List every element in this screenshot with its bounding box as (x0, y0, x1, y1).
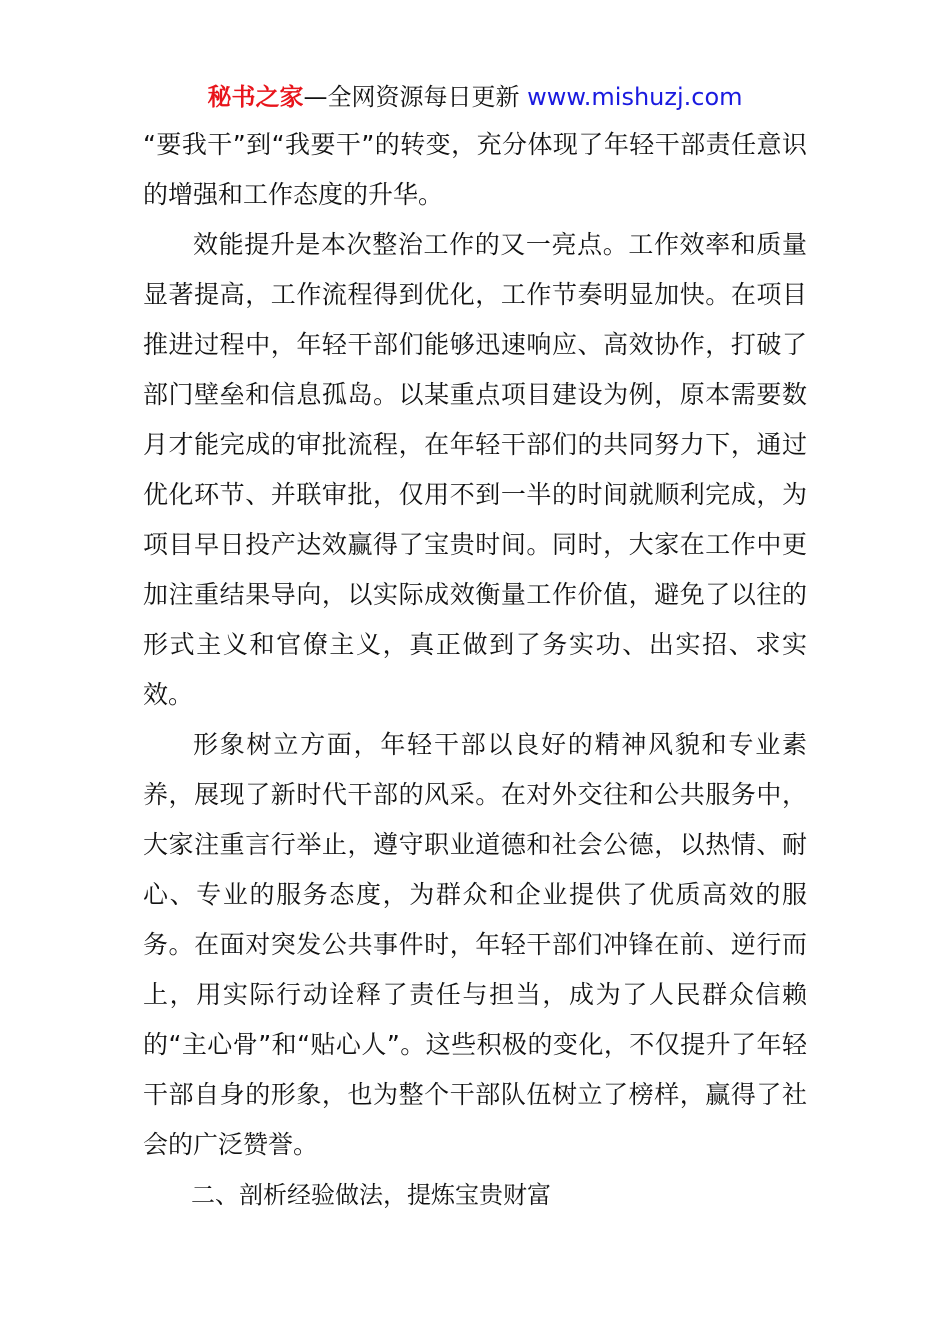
paragraph-image: 形象树立方面，年轻干部以良好的精神风貌和专业素养，展现了新时代干部的风采。在对外交往和公共服务中，大家注重言行举止，遵守职业道德和社会公德，以热情、耐心、专业的服务态度，为群众和企业提供了优质高效的服务。在面对突发公共事件时，年轻干部们冲锋在前、逆行而上，用实际行动诠释了责任与担当，成为了人民群众信赖的“主心骨”和“贴心人”。这些积极的变化，不仅提升了年轻干部自身的形象，也为整个干部队伍树立了榜样，赢得了社会的广泛赞誉。 (143, 730, 807, 1159)
section-heading: 二、剖析经验做法，提炼宝贵财富 (191, 1181, 551, 1209)
brand-name: 秘书之家 (207, 83, 304, 111)
document-body (143, 120, 807, 1220)
paragraph-continuation: “要我干”到“我要干”的转变，充分体现了年轻干部责任意识的增强和工作态度的升华。 (143, 130, 807, 209)
page-header (0, 80, 950, 114)
header-tagline: —全网资源每日更新 (303, 83, 520, 111)
paragraph-efficiency: 效能提升是本次整治工作的又一亮点。工作效率和质量显著提高，工作流程得到优化，工作节奏明显加快。在项目推进过程中，年轻干部们能够迅速响应、高效协作，打破了部门壁垒和信息孤岛。以某重点项目建设为例，原本需要数月才能完成的审批流程，在年轻干部们的共同努力下，通过优化环节、并联审批，仅用不到一半的时间就顺利完成，为项目早日投产达效赢得了宝贵时间。同时，大家在工作中更加注重结果导向，以实际成效衡量工作价值，避免了以往的形式主义和官僚主义，真正做到了务实功、出实招、求实效。 (143, 230, 807, 709)
site-url-link[interactable]: www.mishuzj.com (527, 83, 743, 111)
